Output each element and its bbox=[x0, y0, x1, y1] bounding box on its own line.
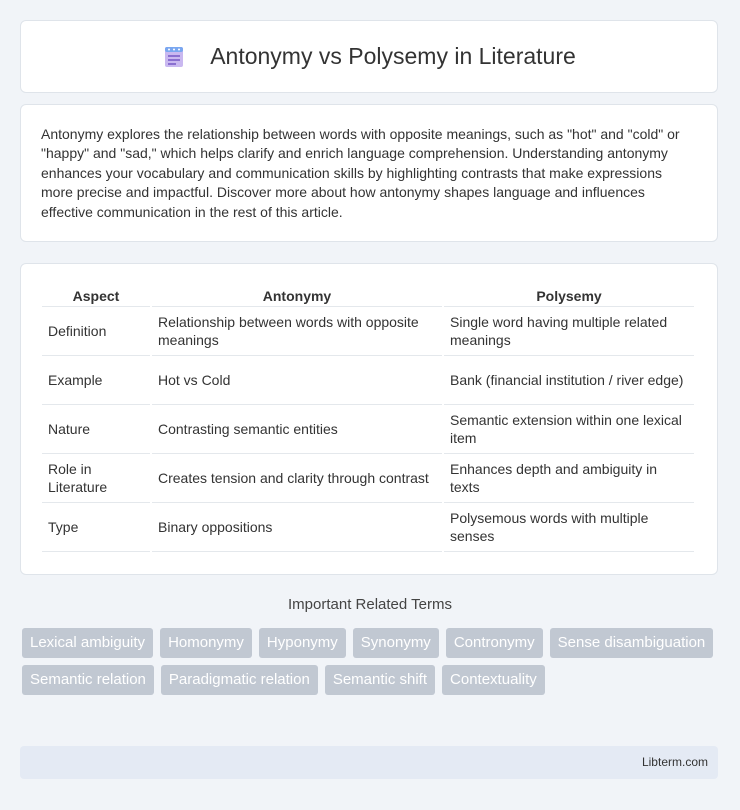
table-cell: Creates tension and clarity through contrast bbox=[152, 454, 442, 503]
table-cell: Relationship between words with opposite meanings bbox=[152, 307, 442, 356]
table-cell: Example bbox=[42, 356, 150, 405]
page-title: Antonymy vs Polysemy in Literature bbox=[210, 43, 576, 69]
table-cell: Type bbox=[42, 503, 150, 552]
table-cell: Definition bbox=[42, 307, 150, 356]
footer bbox=[20, 746, 718, 779]
table-cell: Role in Literature bbox=[42, 454, 150, 503]
table-cell: Contrasting semantic entities bbox=[152, 405, 442, 454]
related-term-tag[interactable]: Synonymy bbox=[353, 628, 439, 658]
table-cell: Bank (financial institution / river edge) bbox=[444, 356, 694, 405]
table-cell: Polysemous words with multiple senses bbox=[444, 503, 694, 552]
table-cell: Single word having multiple related meanings bbox=[444, 307, 694, 356]
related-term-tag[interactable]: Semantic relation bbox=[22, 665, 154, 695]
footer-site-link[interactable]: Libterm.com bbox=[641, 755, 708, 769]
related-terms-title: Important Related Terms bbox=[288, 596, 452, 613]
related-term-tag[interactable]: Sense disambiguation bbox=[550, 628, 714, 658]
title-card bbox=[20, 20, 718, 93]
table-row bbox=[42, 307, 694, 356]
table-cell: Semantic extension within one lexical item bbox=[444, 405, 694, 454]
table-row bbox=[42, 454, 694, 503]
document-icon bbox=[162, 45, 186, 69]
related-term-tag[interactable]: Hyponymy bbox=[259, 628, 346, 658]
table-cell: Enhances depth and ambiguity in texts bbox=[444, 454, 694, 503]
table-cell: Hot vs Cold bbox=[152, 356, 442, 405]
column-header: Aspect bbox=[42, 284, 150, 307]
table-header-row bbox=[42, 284, 694, 307]
column-header: Antonymy bbox=[152, 284, 442, 307]
related-term-tag[interactable]: Paradigmatic relation bbox=[161, 665, 318, 695]
column-header: Polysemy bbox=[444, 284, 694, 307]
related-term-tag[interactable]: Homonymy bbox=[160, 628, 252, 658]
table-cell: Nature bbox=[42, 405, 150, 454]
related-term-tag[interactable]: Lexical ambiguity bbox=[22, 628, 153, 658]
table-row bbox=[42, 405, 694, 454]
related-term-tag[interactable]: Semantic shift bbox=[325, 665, 435, 695]
comparison-table-card bbox=[20, 263, 718, 575]
table-cell: Binary oppositions bbox=[152, 503, 442, 552]
comparison-table bbox=[40, 284, 696, 552]
related-term-tag[interactable]: Contronymy bbox=[446, 628, 543, 658]
related-terms-list bbox=[22, 628, 722, 702]
intro-card bbox=[20, 104, 718, 242]
related-term-tag[interactable]: Contextuality bbox=[442, 665, 545, 695]
intro-text: Antonymy explores the relationship between words with opposite meanings, such as "hot" and "cold" or "happy" and "sad," which helps clarify and enrich language comprehension. Understanding antonymy enhances your vocabulary and communication skills by highlighting contrasts that make expressions more precise and impactful. Discover more about how antonymy shapes language and influences effective communication in the rest of this article. bbox=[41, 126, 680, 220]
table-row bbox=[42, 503, 694, 552]
table-row bbox=[42, 356, 694, 405]
